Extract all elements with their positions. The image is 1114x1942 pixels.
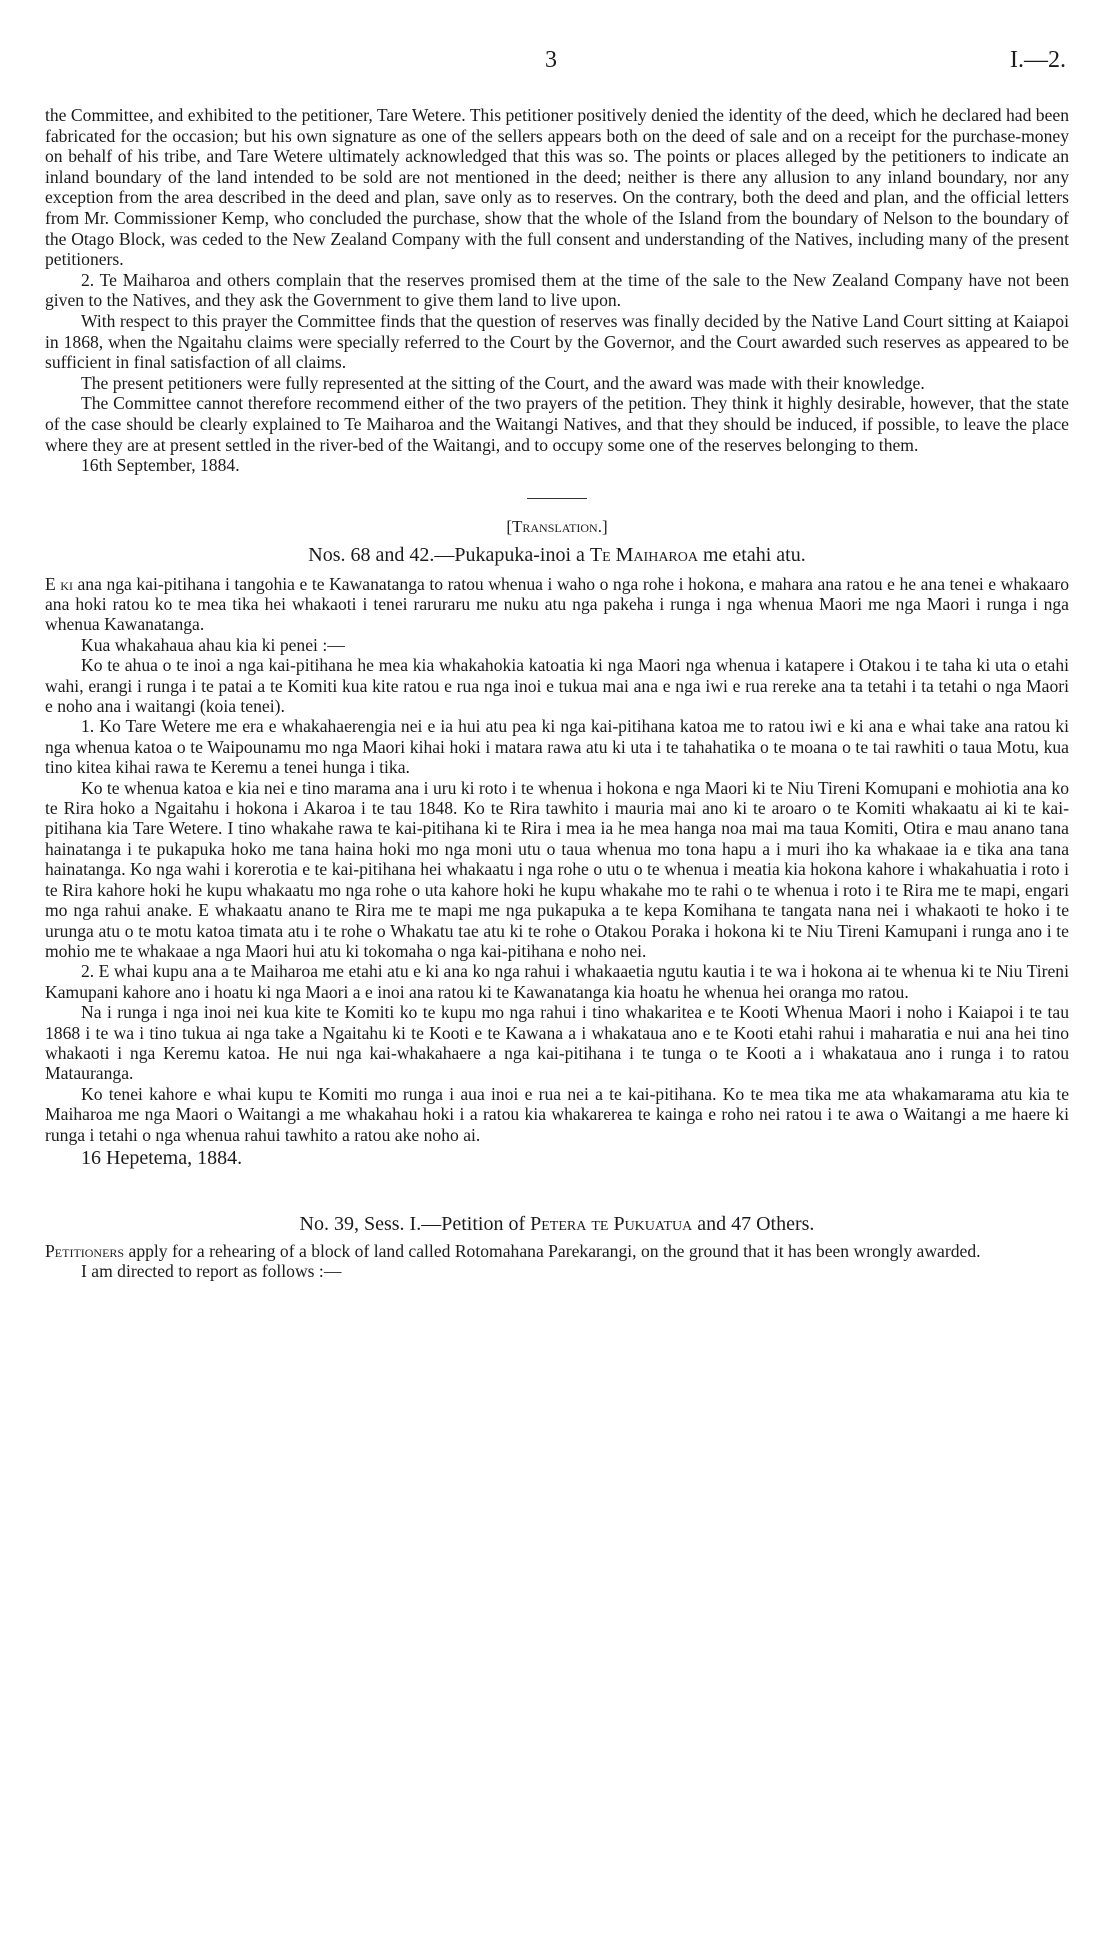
translation-heading — [45, 542, 1069, 568]
paragraph: 2. E whai kupu ana a te Maiharoa me etahi atu e ki ana ko nga rahui i whakaaetia ngutu kautia i te wa i hokona ai te whenua ki te Niu Tireni Kamupani kahore ano i hoatu ki nga Maori a e inoi ana ratou ki te Kawanatanga kia hoatu he whenua hei oranga mo ratou. — [45, 961, 1069, 1002]
heading-prefix: Nos. 68 and 42.—Pukapuka-inoi a — [308, 543, 590, 566]
paragraph: With respect to this prayer the Committee finds that the question of reserves was finally decided by the Native Land Court sitting at Kaiapoi in 1868, when the Ngaitahu claims were specially referred to the Court by the Governor, and the Court awarded such reserves as appeared to be sufficient in final satisfaction of all claims. — [45, 310, 1069, 373]
paragraph: the Committee, and exhibited to the petitioner, Tare Wetere. This petitioner positively denied the identity of the deed, which he declared had been fabricated for the occasion; but his own signature as one of the sellers appears both on the deed of sale and on a receipt for the purchase-money on behalf of his tribe, and Tare Wetere ultimately acknowledged that this was so. The points or places alleged by the petitioners to indicate an inland boundary of the land intended to be sold are not mentioned in the deed; neither is there any allusion to any inland boundary, nor any exception from the area described in the deed and plan, save only as to reserves. On the contrary, both the deed and plan, and the official letters from Mr. Commissioner Kemp, who concluded the purchase, show that the whole of the Island from the boundary of Nelson to the boundary of the Otago Block, was ceded to the New Zealand Company with the full consent and understanding of the Natives, including many of the present petitioners. — [45, 105, 1069, 270]
paragraph: 1. Ko Tare Wetere me era e whakahaerengia nei e ia hui atu pea ki nga kai-pitihana katoa me to ratou iwi e ki ana e whai take ana ratou ki nga whenua katoa o te Waipounamu mo nga Maori kihai hoki i matara rawa atu ki uta i te tahahatika o te moana o te tai rawhiti o taua Motu, kua tino kitea kihai rawa te Keremu a tenei hunga i tika. — [45, 716, 1069, 778]
lead-word: Petitioners — [45, 1240, 125, 1261]
heading-suffix: and 47 Others. — [692, 1212, 815, 1235]
committee-report-section — [45, 105, 1069, 476]
heading-suffix: me etahi atu. — [698, 543, 806, 566]
heading-name: Te Maiharoa — [589, 543, 698, 566]
paragraph-text: ana nga kai-pitihana i tangohia e te Kawanatanga to ratou whenua i waho o nga rohe i hokona, e mahara ana ratou e he ana tenei e whakaaro ana hoki ratou ko te mea tika hei whakaoti i tenei raruraru me nuku atu nga pakeha i runga i nga whenua Maori me nga Maori i runga i nga whenua Kawanatanga. — [45, 573, 1069, 635]
section-divider — [527, 498, 587, 500]
paragraph: The present petitioners were fully represented at the sitting of the Court, and the award was made with their knowledge. — [81, 372, 925, 393]
page-number: 3 — [545, 47, 557, 73]
paragraph-text: apply for a rehearing of a block of land called Rotomahana Parekarangi, on the ground that it has been wrongly awarded. — [124, 1240, 981, 1261]
report-date: 16th September, 1884. — [81, 455, 240, 476]
heading-prefix: No. 39, Sess. I.—Petition of — [299, 1212, 531, 1235]
heading-name: Petera te Pukuatua — [530, 1212, 693, 1235]
paragraph — [45, 1241, 1069, 1261]
document-body — [45, 105, 1069, 1282]
document-code: I.—2. — [1010, 47, 1066, 73]
paragraph: The Committee cannot therefore recommend either of the two prayers of the petition. They think it highly desirable, however, that the state of the case should be clearly explained to Te Maiharoa and the Waitangi Natives, and that they should be induced, if possible, to leave the place where they are at present settled in the river-bed of the Waitangi, and to occupy some one of the reserves belonging to them. — [45, 393, 1069, 455]
translation-section — [45, 517, 1069, 1171]
petition-heading — [45, 1211, 1069, 1237]
paragraph: Ko te ahua o te inoi a nga kai-pitihana he mea kia whakahokia katoatia ki nga Maori nga whenua i katapere i Otakou i te taha ki uta o etahi wahi, erangi i runga i te patai a te Komiti kua kite ratou e rua nga inoi e tukua mai ana e nga iwi e rua rereke ana ta tetahi i ta tetahi o nga Maori e noho ana i waitangi (koia tenei). — [45, 655, 1069, 717]
petition-section — [45, 1211, 1069, 1282]
dropcap-lead: E ki — [45, 573, 73, 594]
paragraph: I am directed to report as follows :— — [81, 1261, 342, 1282]
paragraph: Ko tenei kahore e whai kupu te Komiti mo runga i aua inoi e rua nei a te kai-pitihana. Ko te mea tika me ata whakamarama atu kia te Maiharoa me nga Maori o Waitangi a me whakahau hoki i a ratou kia whakarerea te kainga e roho nei ratou i te awa o Waitangi a me haere ki runga i tetahi o nga whenua rahui tawhito a ratou ake noho ai. — [45, 1083, 1069, 1145]
translation-label: [Translation.] — [506, 517, 608, 537]
paragraph: Kua whakahaua ahau kia ki penei :— — [81, 634, 345, 655]
paragraph: 2. Te Maiharoa and others complain that the reserves promised them at the time of the sale to the New Zealand Company have not been given to the Natives, and they ask the Government to give them land to live upon. — [45, 269, 1069, 311]
paragraph — [45, 574, 1069, 635]
translation-date: 16 Hepetema, 1884. — [81, 1146, 243, 1169]
paragraph: Ko te whenua katoa e kia nei e tino marama ana i uru ki roto i te whenua i hokona e nga Maori ki te Niu Tireni Komupani e mohiotia ana ko te Rira hoko a Ngaitahu i hokona i Akaroa i te tau 1848. Ko te Rira tawhito i mauria mai ano ki te aroaro o te Komiti whakaatu ai ki te kai-pitihana kia Tare Wetere. I tino whakahe rawa te kai-pitihana ki te Rira i mea ia he mea hanga noa mai ma taua Komiti, Otira e mau anano tana hainatanga i te pukapuka hoko me tana haina hoki mo nga moni utu o taua whenua mo tona hapu a i muri iho ka whakaae ia e tika ana tana hainatanga. Ko nga wahi i korerotia e te kai-pitihana hei whakaatu i nga rohe o utu o te whenua i meatia kia hokona kahore i whakahuatia i roto i te Rira kahore hoki he kupu whakaatu mo nga rohe o uta kahore hoki he kupu whakahe mo te rahi o te whenua i roto i te Rira me te mapi, engari mo nga rahui anake. E whakaatu anano te Rira me te mapi me nga pukapuka a te kepa Komihana te tangata nana nei i whakaoti te hoko i te urunga atu o te motu katoa timata atu i te rohe o Whakatu tae atu ki te rohe o Otakou Poraka i hokona ki te Niu Tireni Kamupani i runga ano i te mohio me te whakaae a nga Maori hui atu ki tokomaha o nga kai-pitihana e noho nei. — [45, 777, 1069, 961]
paragraph: Na i runga i nga inoi nei kua kite te Komiti ko te kupu mo nga rahui i tino whakaritea e te Kooti Whenua Maori i noho i Kaiapoi i te tau 1868 i te wa i tino tukua ai nga take a Ngaitahu ki te Kooti e te Kawana a i whakataua ano e te Kooti etahi rahui i maharatia e nui ana hei tino whakaoti i nga Keremu katoa. He nui nga kai-whakahaere a nga kai-pitihana i te tunga o te Kooti a i whakataua ano i runga i to ratou Matauranga. — [45, 1002, 1069, 1084]
